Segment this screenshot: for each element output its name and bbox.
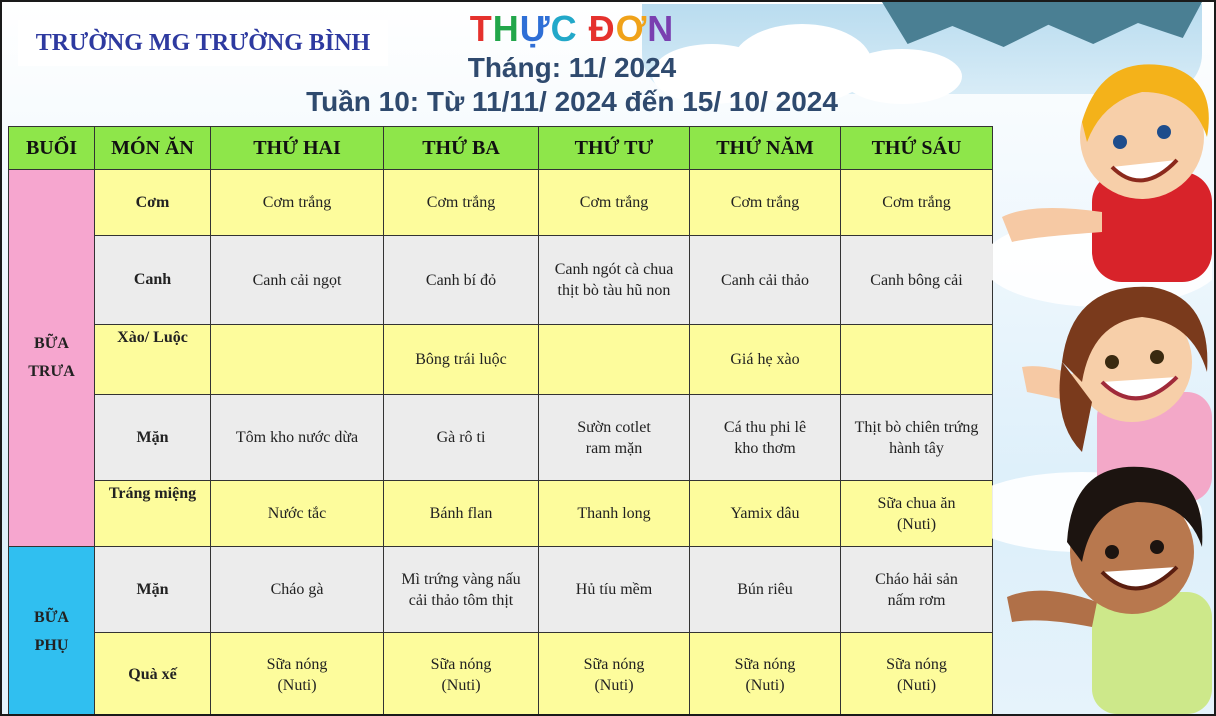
dish-category: Canh bbox=[95, 236, 211, 325]
title-letter: H bbox=[492, 8, 520, 49]
menu-cell: Canh ngót cà chua thịt bò tàu hũ non bbox=[539, 236, 690, 325]
table-row bbox=[9, 325, 993, 395]
col-header-wednesday: THỨ TƯ bbox=[539, 127, 690, 170]
table-row bbox=[9, 633, 993, 716]
menu-cell bbox=[841, 325, 993, 395]
menu-cell: Canh bông cải bbox=[841, 236, 993, 325]
dish-category: Quà xế bbox=[95, 633, 211, 716]
snack-session-label: BỮA PHỤ bbox=[9, 547, 95, 716]
menu-cell: Yamix dâu bbox=[690, 481, 841, 547]
table-row bbox=[9, 395, 993, 481]
table-row bbox=[9, 481, 993, 547]
menu-cell: Sườn cotlet ram mặn bbox=[539, 395, 690, 481]
col-header-dish: MÓN ĂN bbox=[95, 127, 211, 170]
menu-cell: Tôm kho nước dừa bbox=[211, 395, 384, 481]
dish-category: Cơm bbox=[95, 170, 211, 236]
school-name: TRƯỜNG MG TRƯỜNG BÌNH bbox=[18, 20, 388, 66]
menu-cell: Bánh flan bbox=[384, 481, 539, 547]
menu-cell: Bông trái luộc bbox=[384, 325, 539, 395]
menu-cell: Cơm trắng bbox=[384, 170, 539, 236]
menu-cell: Cơm trắng bbox=[211, 170, 384, 236]
menu-cell: Thịt bò chiên trứng hành tây bbox=[841, 395, 993, 481]
menu-cell bbox=[211, 325, 384, 395]
menu-cell: Cá thu phi lê kho thơm bbox=[690, 395, 841, 481]
table-row bbox=[9, 547, 993, 633]
lunch-session-label: BỮA TRƯA bbox=[9, 170, 95, 547]
menu-cell: Hủ tíu mềm bbox=[539, 547, 690, 633]
menu-cell: Giá hẹ xào bbox=[690, 325, 841, 395]
menu-cell: Thanh long bbox=[539, 481, 690, 547]
menu-cell: Sữa nóng (Nuti) bbox=[211, 633, 384, 716]
dish-category: Mặn bbox=[95, 547, 211, 633]
table-header-row bbox=[9, 127, 993, 170]
title-letter bbox=[578, 8, 589, 49]
title-letter: C bbox=[550, 8, 578, 49]
week-label: Tuần 10: Từ 11/11/ 2024 đến 15/ 10/ 2024 bbox=[306, 86, 838, 117]
menu-cell: Cơm trắng bbox=[539, 170, 690, 236]
menu-cell: Sữa nóng (Nuti) bbox=[841, 633, 993, 716]
title-letter: N bbox=[647, 8, 675, 49]
col-header-friday: THỨ SÁU bbox=[841, 127, 993, 170]
menu-cell: Gà rô ti bbox=[384, 395, 539, 481]
col-header-monday: THỨ HAI bbox=[211, 127, 384, 170]
menu-cell: Nước tắc bbox=[211, 481, 384, 547]
title-letter: Đ bbox=[588, 8, 616, 49]
menu-cell: Sữa nóng (Nuti) bbox=[384, 633, 539, 716]
menu-cell: Sữa nóng (Nuti) bbox=[539, 633, 690, 716]
cartoon-kids-illustration bbox=[992, 42, 1212, 714]
menu-cell: Canh cải ngọt bbox=[211, 236, 384, 325]
menu-cell: Cháo gà bbox=[211, 547, 384, 633]
col-header-thursday: THỨ NĂM bbox=[690, 127, 841, 170]
title-letter: T bbox=[469, 8, 493, 49]
menu-cell: Mì trứng vàng nấu cải thảo tôm thịt bbox=[384, 547, 539, 633]
dish-category: Mặn bbox=[95, 395, 211, 481]
title-letter: Ơ bbox=[615, 8, 648, 49]
dish-category: Tráng miệng bbox=[95, 481, 211, 547]
table-row bbox=[9, 236, 993, 325]
menu-cell: Canh cải thảo bbox=[690, 236, 841, 325]
menu-cell: Cháo hải sản nấm rơm bbox=[841, 547, 993, 633]
col-header-tuesday: THỨ BA bbox=[384, 127, 539, 170]
menu-cell: Bún riêu bbox=[690, 547, 841, 633]
menu-title bbox=[392, 8, 752, 50]
menu-cell: Cơm trắng bbox=[841, 170, 993, 236]
menu-cell: Sữa nóng (Nuti) bbox=[690, 633, 841, 716]
month-label: Tháng: 11/ 2024 bbox=[467, 52, 677, 83]
menu-cell: Cơm trắng bbox=[690, 170, 841, 236]
col-header-session: BUỔI bbox=[9, 127, 95, 170]
menu-table bbox=[8, 126, 993, 716]
menu-cell: Canh bí đỏ bbox=[384, 236, 539, 325]
dish-category: Xào/ Luộc bbox=[95, 325, 211, 395]
title-letter: Ự bbox=[519, 8, 551, 49]
menu-cell: Sữa chua ăn (Nuti) bbox=[841, 481, 993, 547]
menu-cell bbox=[539, 325, 690, 395]
table-row bbox=[9, 170, 993, 236]
